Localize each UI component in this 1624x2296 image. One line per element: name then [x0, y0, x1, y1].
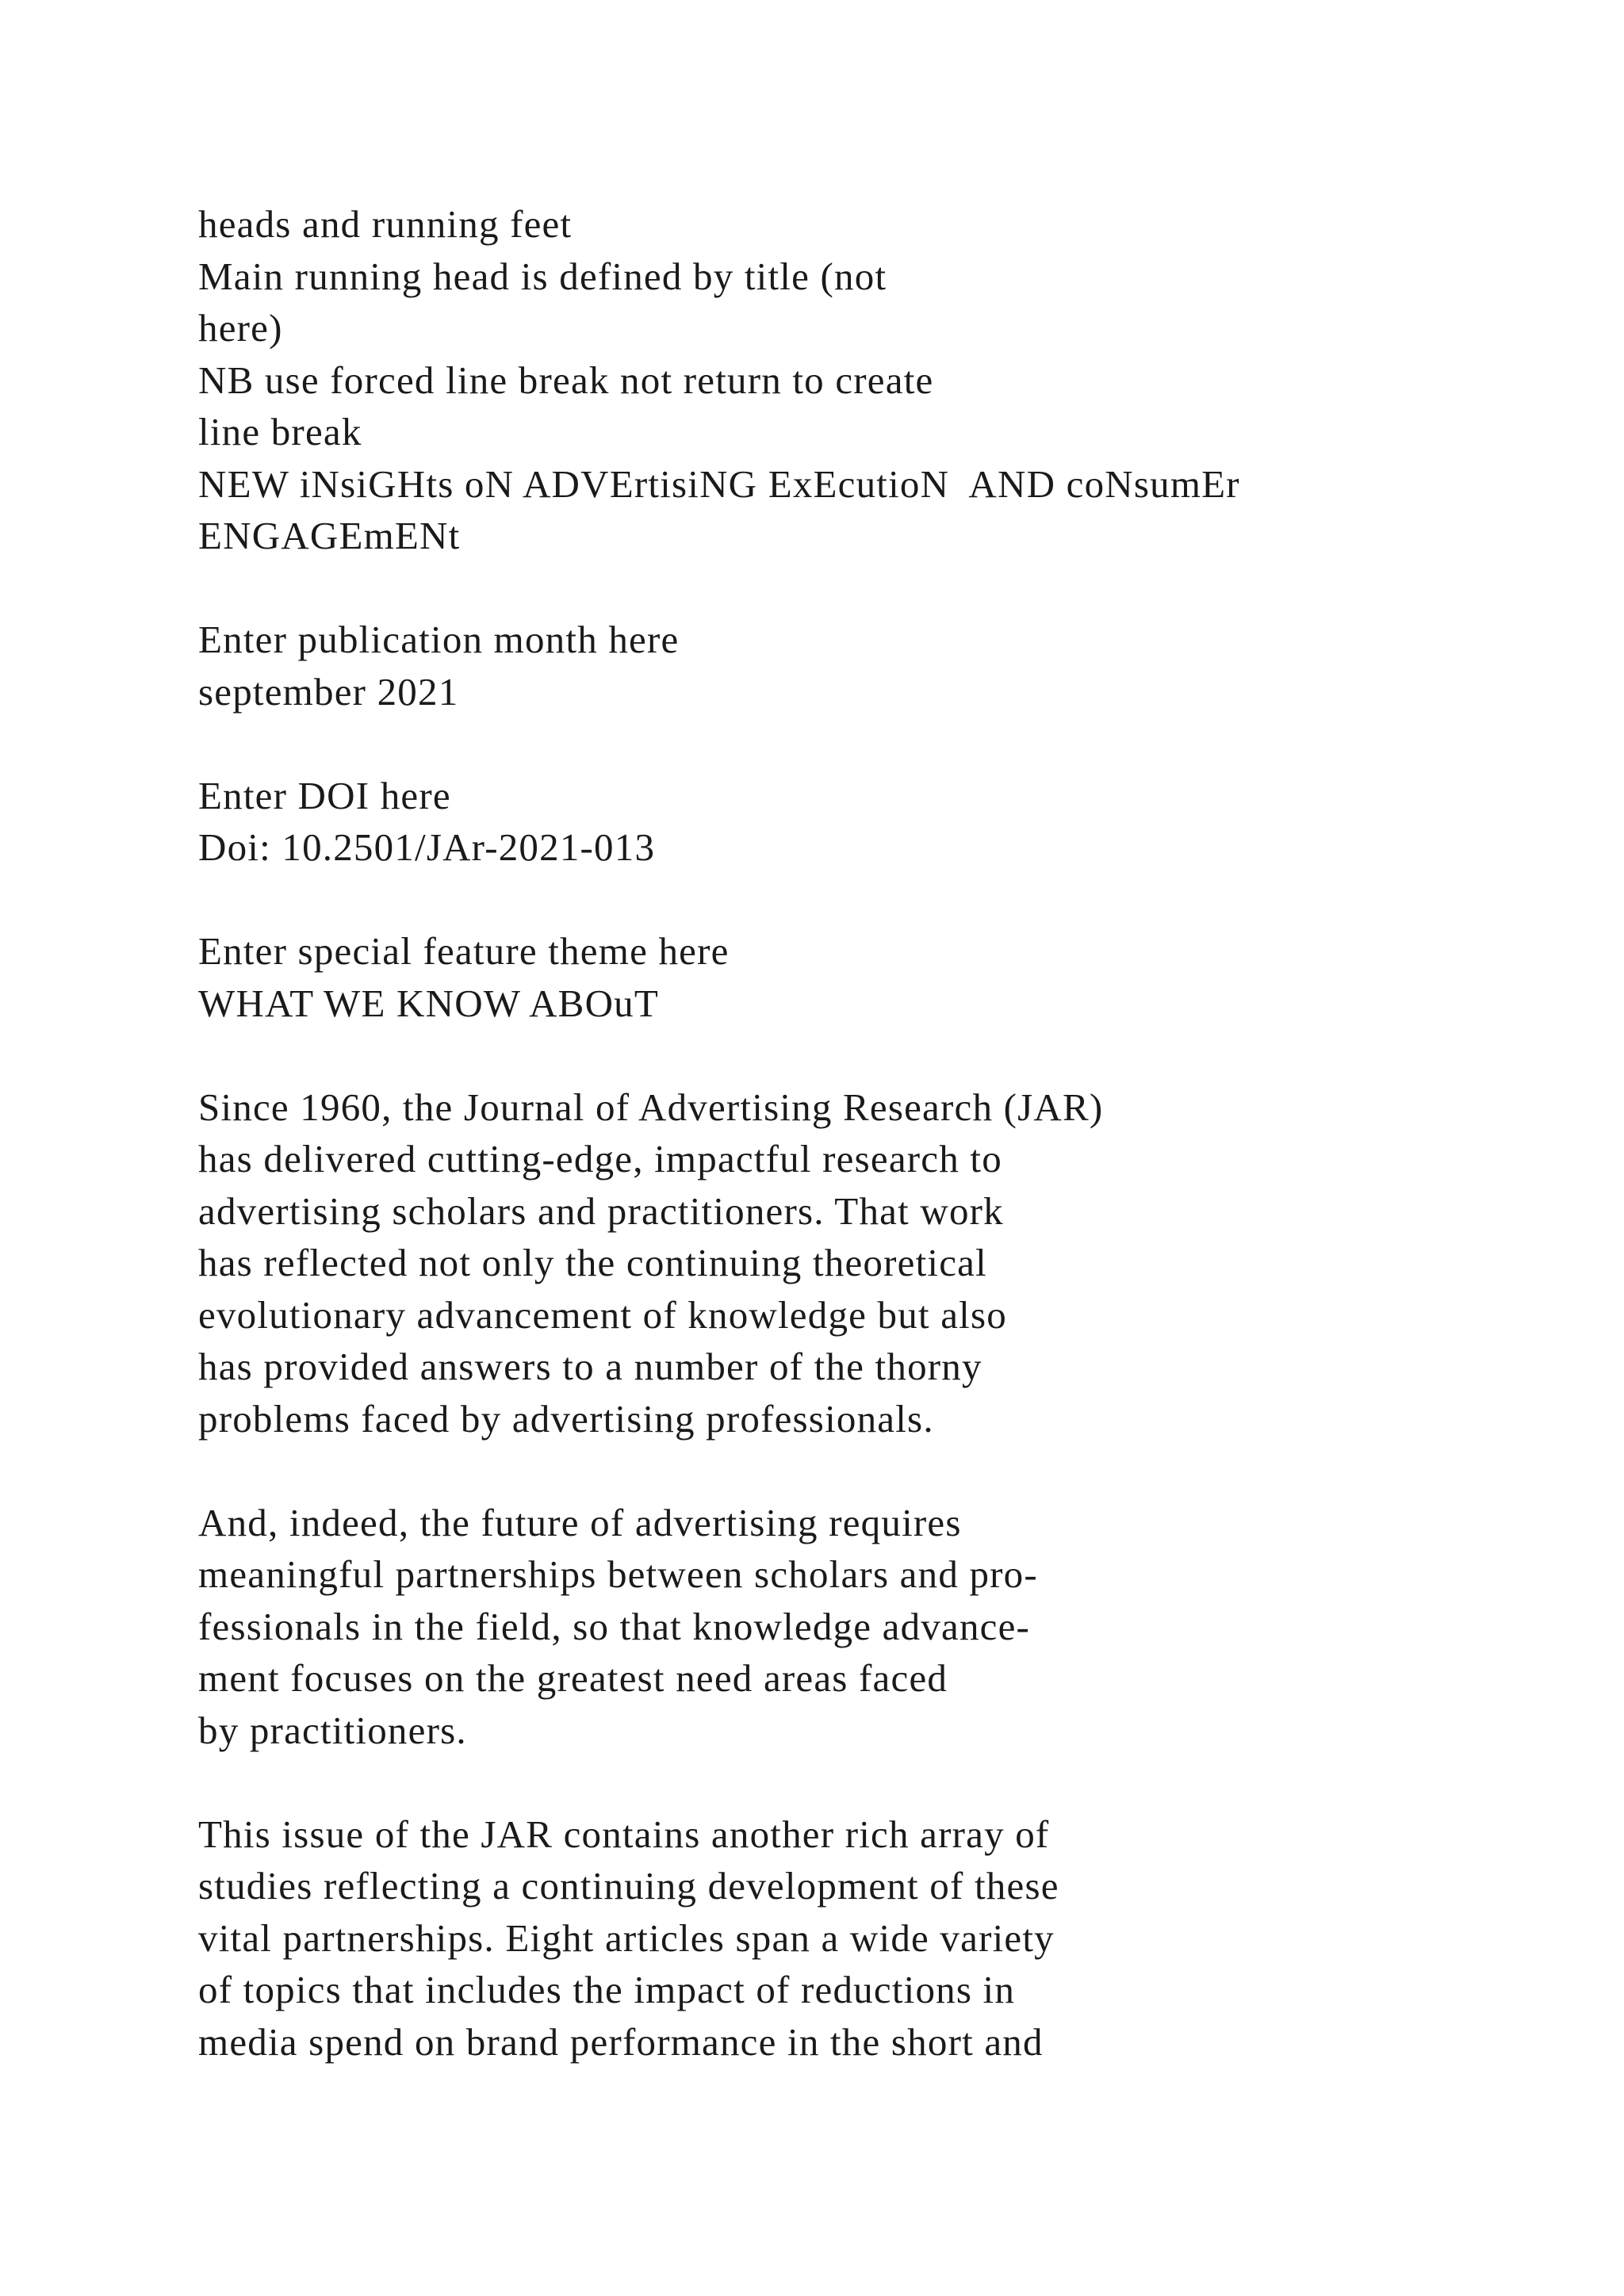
doi-value: Doi: 10.2501/JAr-2021-013 — [198, 825, 656, 869]
paragraph-line: problems faced by advertising professionals. — [198, 1396, 934, 1441]
paragraph-line: Since 1960, the Journal of Advertising Research (JAR) — [198, 1085, 1104, 1129]
paragraph-line: vital partnerships. Eight articles span a wide variety — [198, 1915, 1055, 1960]
paragraph-line: meaningful partnerships between scholars and pro- — [198, 1552, 1038, 1596]
paragraph-line: media spend on brand performance in the short and — [198, 2019, 1044, 2064]
paragraph-line: has reflected not only the continuing theoretical — [198, 1241, 987, 1284]
document-body — [198, 198, 1546, 2068]
blank-line — [198, 562, 1546, 614]
blank-line — [198, 718, 1546, 770]
paragraph-line: has provided answers to a number of the thorny — [198, 1345, 982, 1388]
blank-line — [198, 1445, 1546, 1497]
header-note-line: line break — [198, 410, 362, 453]
doi-label: Enter DOI here — [198, 773, 451, 817]
publication-month-value: september 2021 — [198, 669, 459, 714]
publication-month-block — [198, 614, 1546, 718]
paragraph-3 — [198, 1808, 1546, 2068]
doi-block — [198, 770, 1546, 874]
blank-line — [198, 874, 1546, 926]
special-feature-label: Enter special feature theme here — [198, 929, 730, 973]
paragraph-line: advertising scholars and practitioners. That work — [198, 1188, 1004, 1233]
special-feature-value: WHAT WE KNOW ABOuT — [198, 981, 659, 1025]
paragraph-line: This issue of the JAR contains another rich array of — [198, 1812, 1050, 1856]
running-head-title-line: ENGAGEmENt — [198, 514, 461, 557]
paragraph-line: of topics that includes the impact of reductions in — [198, 1968, 1016, 2011]
header-note-line: heads and running feet — [198, 202, 573, 246]
paragraph-1 — [198, 1081, 1546, 1445]
paragraph-line: evolutionary advancement of knowledge but also — [198, 1292, 1007, 1337]
paragraph-line: has delivered cutting-edge, impactful research to — [198, 1137, 1002, 1181]
header-notes-block — [198, 198, 1546, 562]
header-note-line: NB use forced line break not return to create — [198, 358, 934, 402]
paragraph-2 — [198, 1497, 1546, 1757]
paragraph-line: studies reflecting a continuing development of these — [198, 1864, 1059, 1908]
header-note-line: here) — [198, 306, 283, 350]
paragraph-line: fessionals in the field, so that knowledge advance- — [198, 1604, 1031, 1648]
special-feature-block — [198, 925, 1546, 1029]
blank-line — [198, 1756, 1546, 1808]
header-note-line: Main running head is defined by title (not — [198, 254, 887, 298]
paragraph-line: ment focuses on the greatest need areas faced — [198, 1656, 948, 1700]
running-head-title-line: NEW iNsiGHts oN ADVErtisiNG ExEcutioN AND coNsumEr — [198, 461, 1240, 506]
paragraph-line: by practitioners. — [198, 1708, 467, 1752]
blank-line — [198, 1029, 1546, 1081]
publication-month-label: Enter publication month here — [198, 618, 680, 661]
paragraph-line: And, indeed, the future of advertising requires — [198, 1500, 962, 1544]
